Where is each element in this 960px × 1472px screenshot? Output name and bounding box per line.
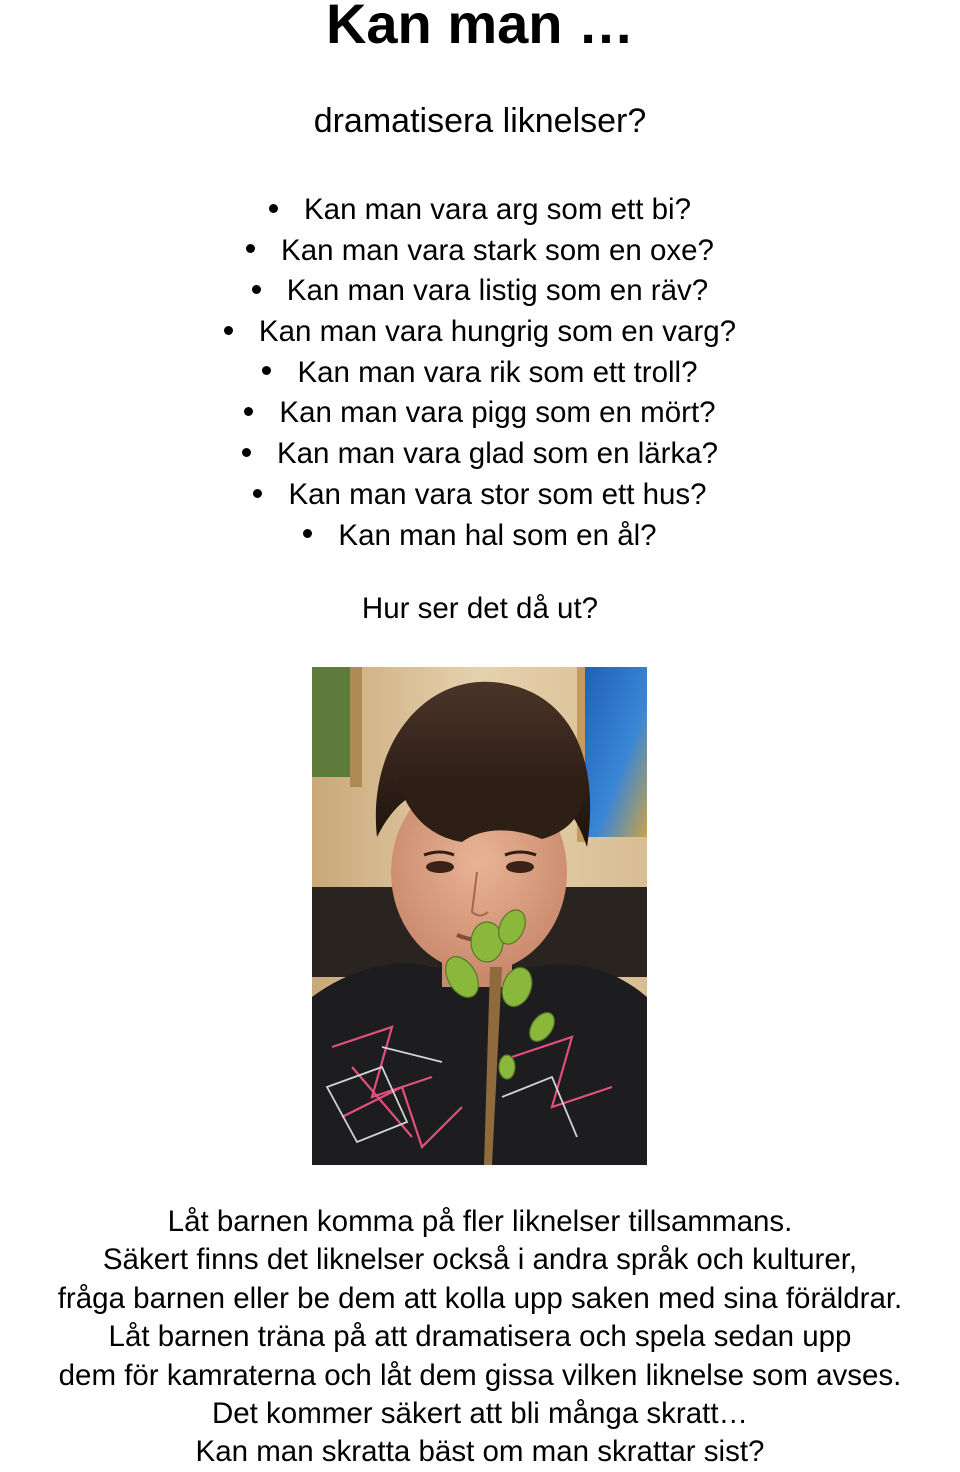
bullet-icon [246, 244, 255, 253]
bullet-icon [303, 529, 312, 538]
questions-list [0, 190, 960, 556]
child-photo [312, 667, 647, 1165]
bullet-icon [262, 366, 271, 375]
subtitle: dramatisera liknelser? [313, 102, 647, 140]
body-line: Låt barnen träna på att dramatisera och spela sedan upp [108, 1320, 852, 1354]
list-item: Kan man vara hungrig som en varg? [0, 312, 960, 353]
page-title: Kan man … [325, 0, 635, 55]
list-item: Kan man vara glad som en lärka? [0, 434, 960, 475]
list-item: Kan man hal som en ål? [0, 516, 960, 557]
list-item: Kan man vara arg som ett bi? [0, 190, 960, 231]
list-item: Kan man vara listig som en räv? [0, 271, 960, 312]
bullet-icon [253, 489, 262, 498]
body-line: fråga barnen eller be dem att kolla upp saken med sina föräldrar. [57, 1281, 903, 1315]
closing-question: Hur ser det då ut? [361, 592, 599, 625]
body-line: Säkert finns det liknelser också i andra språk och kulturer, [102, 1243, 858, 1277]
body-line: dem för kamraterna och låt dem gissa vilken liknelse som avses. [58, 1358, 902, 1392]
bullet-icon [269, 204, 278, 213]
body-line: Kan man skratta bäst om man skrattar sist? [195, 1435, 765, 1469]
bullet-icon [252, 285, 261, 294]
list-item: Kan man vara pigg som en mört? [0, 393, 960, 434]
bullet-icon [242, 448, 251, 457]
bullet-icon [224, 326, 233, 335]
list-item: Kan man vara stor som ett hus? [0, 475, 960, 516]
body-line: Låt barnen komma på fler liknelser tillsammans. [167, 1205, 793, 1238]
body-text [0, 1203, 960, 1472]
list-item: Kan man vara rik som ett troll? [0, 353, 960, 394]
body-line: Det kommer säkert att bli många skratt… [211, 1397, 749, 1431]
list-item: Kan man vara stark som en oxe? [0, 231, 960, 272]
bullet-icon [244, 407, 253, 416]
